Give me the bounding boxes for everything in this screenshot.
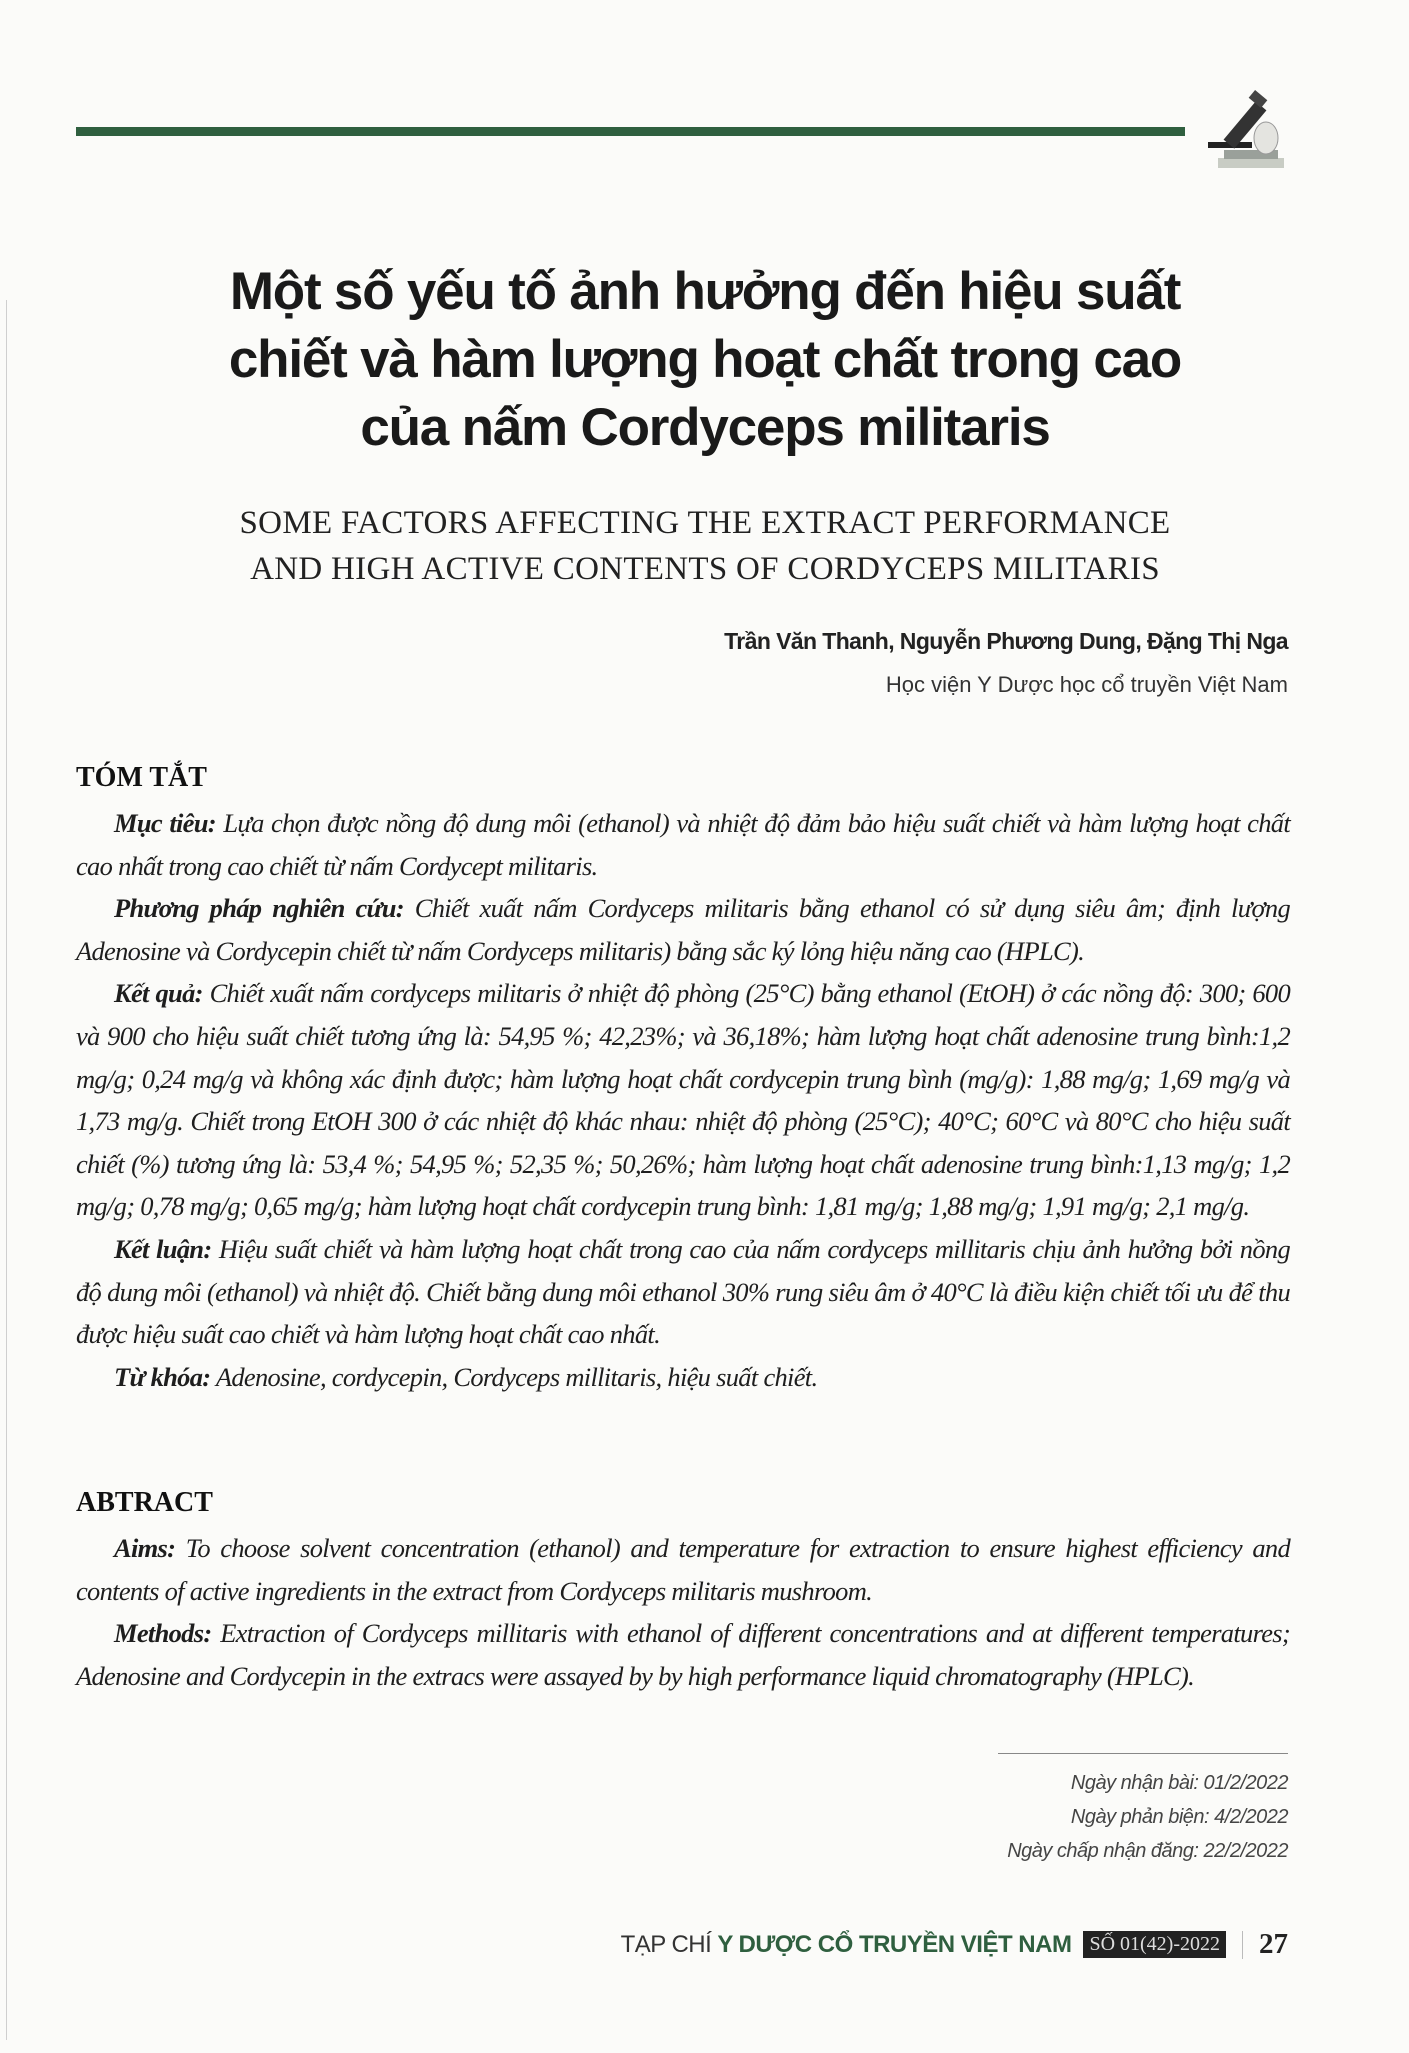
- title-en-line: SOME FACTORS AFFECTING THE EXTRACT PERFORMANCE: [239, 505, 1171, 541]
- paragraph: [76, 887, 1290, 972]
- paragraph: [76, 972, 1290, 1228]
- title-en: [150, 500, 1260, 592]
- title-line: chiết và hàm lượng hoạt chất trong cao: [228, 330, 1182, 389]
- label: Kết luận:: [114, 1233, 212, 1264]
- journal-prefix: TẠP CHÍ: [620, 1930, 712, 1958]
- header-rule: [76, 127, 1185, 136]
- title-line: của nấm Cordyceps militaris: [360, 398, 1050, 457]
- abstract-heading: ABTRACT: [76, 1487, 213, 1518]
- tom-tat-heading: TÓM TẮT: [76, 762, 207, 793]
- paragraph: [76, 1527, 1290, 1612]
- text: Adenosine, cordycepin, Cordyceps millitaris, hiệu suất chiết.: [210, 1361, 818, 1392]
- page-number: 27: [1259, 1928, 1288, 1960]
- title-en-line: AND HIGH ACTIVE CONTENTS OF CORDYCEPS MILITARIS: [250, 551, 1160, 587]
- paragraph: [76, 1612, 1290, 1697]
- tom-tat-body: [76, 802, 1290, 1398]
- label: Mục tiêu:: [114, 808, 216, 838]
- text: Hiệu suất chiết và hàm lượng hoạt chất trong cao của nấm cordyceps millitaris chịu ảnh hưởng bởi nồng độ dung môi (ethanol) và nhiệt độ. Chiết bằng dung môi ethanol 30% rung siêu âm ở 40°C là điều kiện chiết tối ưu để thu được hiệu suất cao chiết và hàm lượng hoạt chất cao nhất.: [76, 1233, 1290, 1350]
- label: Phương pháp nghiên cứu:: [114, 893, 404, 924]
- date-reviewed: Ngày phản biện: 4/2/2022: [1070, 1806, 1288, 1828]
- divider: [1242, 1931, 1243, 1959]
- title-line: Một số yếu tố ảnh hưởng đến hiệu suất: [229, 262, 1181, 321]
- page-edge: [6, 300, 7, 2040]
- date-accepted: Ngày chấp nhận đăng: 22/2/2022: [1007, 1840, 1288, 1862]
- issue-badge: SỐ 01(42)-2022: [1083, 1931, 1226, 1958]
- label: Methods:: [114, 1618, 212, 1649]
- article-dates: [998, 1753, 1288, 1868]
- text: Extraction of Cordyceps millitaris with ethanol of different concentrations and at different temperatures; Adenosine and Cordycepin in the extracs were assayed by by high performance liquid chromatography (HPLC).: [76, 1618, 1290, 1691]
- authors: Trần Văn Thanh, Nguyễn Phương Dung, Đặng Thị Nga: [724, 628, 1288, 654]
- label: Kết quả:: [114, 978, 203, 1009]
- label: Aims:: [114, 1533, 176, 1563]
- microscope-icon: [1200, 80, 1300, 180]
- label: Từ khóa:: [114, 1361, 211, 1392]
- journal-name: Y DƯỢC CỔ TRUYỀN VIỆT NAM: [717, 1930, 1072, 1958]
- text: To choose solvent concentration (ethanol) and temperature for extraction to ensure highest efficiency and contents of active ingredients in the extract from Cordyceps militaris mushroom.: [76, 1533, 1290, 1606]
- title-vi: [150, 258, 1260, 462]
- paragraph: [76, 1228, 1290, 1356]
- affiliation: Học viện Y Dược học cổ truyền Việt Nam: [885, 672, 1288, 697]
- abstract-body: [76, 1527, 1290, 1697]
- footer: [621, 1928, 1288, 1961]
- date-received: Ngày nhận bài: 01/2/2022: [1070, 1772, 1288, 1794]
- text: Chiết xuất nấm Cordyceps militaris bằng ethanol có sử dụng siêu âm; định lượng Adenosine và Cordycepin chiết từ nấm Cordyceps militaris) bằng sắc ký lỏng hiệu năng cao (HPLC).: [76, 893, 1290, 966]
- text: Lựa chọn được nồng độ dung môi (ethanol) và nhiệt độ đảm bảo hiệu suất chiết và hàm lượng hoạt chất cao nhất trong cao chiết từ nấm Cordycept militaris.: [76, 808, 1290, 881]
- paragraph: [76, 802, 1290, 887]
- paragraph: [76, 1356, 1290, 1399]
- text: Chiết xuất nấm cordyceps militaris ở nhiệt độ phòng (25°C) bằng ethanol (EtOH) ở các nồng độ: 300; 600 và 900 cho hiệu suất chiết tương ứng là: 54,95 %; 42,23%; và 36,18%; hàm lượng hoạt chất adenosine trung bình:1,2 mg/g; 0,24 mg/g và không xác định được; hàm lượng hoạt chất cordycepin trung bình (mg/g): 1,88 mg/g; 1,69 mg/g và 1,73 mg/g. Chiết trong EtOH 300 ở các nhiệt độ khác nhau: nhiệt độ phòng (25°C); 40°C; 60°C và 80°C cho hiệu suất chiết (%) tương ứng là: 53,4 %; 54,95 %; 52,35 %; 50,26%; hàm lượng hoạt chất adenosine trung bình:1,13 mg/g; 1,2 mg/g; 0,78 mg/g; 0,65 mg/g; hàm lượng hoạt chất cordycepin trung bình: 1,81 mg/g; 1,88 mg/g; 1,91 mg/g; 2,1 mg/g.: [76, 978, 1291, 1222]
